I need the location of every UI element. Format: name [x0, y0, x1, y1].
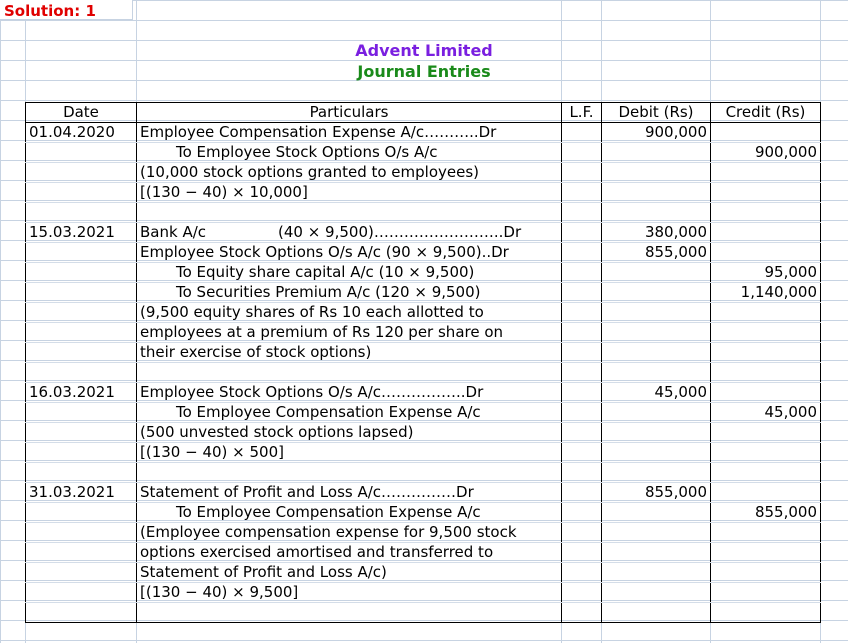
lf-cell[interactable] [562, 363, 602, 383]
particulars-cell[interactable] [137, 443, 562, 463]
date-cell[interactable] [26, 543, 137, 563]
table-row [26, 143, 821, 163]
credit-cell[interactable] [711, 603, 821, 623]
lf-cell[interactable] [562, 483, 602, 503]
particulars-cell[interactable] [137, 343, 562, 363]
debit-cell[interactable]: 855,000 [602, 243, 711, 263]
particulars-text: options exercised amortised and transferred to [140, 543, 494, 561]
credit-cell[interactable]: 900,000 [711, 143, 821, 163]
particulars-text: employees at a premium of Rs 120 per share on [140, 323, 504, 341]
date-cell[interactable]: 31.03.2021 [26, 483, 137, 503]
table-row [26, 423, 821, 443]
credit-cell[interactable] [711, 323, 821, 343]
credit-cell[interactable] [711, 543, 821, 563]
particulars-text: their exercise of stock options) [140, 343, 372, 361]
particulars-text: Employee Stock Options O/s A/c……………..Dr [140, 383, 484, 401]
particulars-calc: (40 × 9,500)……………………..Dr [278, 223, 522, 241]
debit-cell[interactable] [602, 323, 711, 343]
date-cell[interactable] [26, 203, 137, 223]
header-debit[interactable]: Debit (Rs) [602, 103, 711, 123]
header-particulars[interactable]: Particulars [137, 103, 562, 123]
lf-cell[interactable] [562, 283, 602, 303]
credit-cell[interactable] [711, 223, 821, 243]
particulars-text: [(130 − 40) × 500] [140, 443, 284, 461]
particulars-text: Bank A/c [140, 223, 207, 241]
date-cell[interactable] [26, 463, 137, 483]
particulars-cell[interactable] [137, 423, 562, 443]
table-row [26, 183, 821, 203]
debit-cell[interactable] [602, 523, 711, 543]
debit-cell[interactable] [602, 403, 711, 423]
date-cell[interactable] [26, 403, 137, 423]
debit-cell[interactable]: 45,000 [602, 383, 711, 403]
particulars-text: [(130 − 40) × 10,000] [140, 183, 308, 201]
particulars-cell[interactable] [137, 483, 562, 503]
lf-cell[interactable] [562, 583, 602, 603]
debit-cell[interactable] [602, 603, 711, 623]
credit-cell[interactable]: 95,000 [711, 263, 821, 283]
debit-cell[interactable]: 380,000 [602, 223, 711, 243]
lf-cell[interactable] [562, 163, 602, 183]
credit-cell[interactable] [711, 463, 821, 483]
credit-cell[interactable] [711, 383, 821, 403]
table-row [26, 363, 821, 383]
lf-cell[interactable] [562, 463, 602, 483]
particulars-text: (500 unvested stock options lapsed) [140, 423, 414, 441]
credit-cell[interactable] [711, 123, 821, 143]
date-cell[interactable] [26, 503, 137, 523]
debit-cell[interactable] [602, 363, 711, 383]
table-row [26, 223, 821, 243]
date-cell[interactable] [26, 563, 137, 583]
table-row [26, 543, 821, 563]
credit-cell[interactable] [711, 423, 821, 443]
particulars-cell[interactable] [137, 603, 562, 623]
lf-cell[interactable] [562, 263, 602, 283]
table-row [26, 443, 821, 463]
table-row [26, 523, 821, 543]
lf-cell[interactable] [562, 603, 602, 623]
lf-cell[interactable] [562, 343, 602, 363]
table-row [26, 263, 821, 283]
date-cell[interactable]: 16.03.2021 [26, 383, 137, 403]
table-row [26, 343, 821, 363]
debit-cell[interactable] [602, 163, 711, 183]
particulars-cell[interactable] [137, 563, 562, 583]
particulars-text: [(130 − 40) × 9,500] [140, 583, 299, 601]
credit-cell[interactable] [711, 183, 821, 203]
particulars-cell[interactable] [137, 503, 562, 523]
credit-cell[interactable]: 855,000 [711, 503, 821, 523]
date-cell[interactable]: 01.04.2020 [26, 123, 137, 143]
particulars-text: To Employee Stock Options O/s A/c [176, 143, 438, 161]
credit-cell[interactable] [711, 363, 821, 383]
table-row [26, 583, 821, 603]
lf-cell[interactable] [562, 423, 602, 443]
particulars-cell[interactable] [137, 263, 562, 283]
particulars-text: To Employee Compensation Expense A/c [176, 503, 481, 521]
table-row [26, 323, 821, 343]
date-cell[interactable] [26, 283, 137, 303]
particulars-cell[interactable] [137, 303, 562, 323]
date-cell[interactable] [26, 143, 137, 163]
credit-cell[interactable] [711, 203, 821, 223]
header-date[interactable]: Date [26, 103, 137, 123]
journal-table [25, 102, 821, 623]
table-row [26, 243, 821, 263]
debit-cell[interactable] [602, 543, 711, 563]
date-cell[interactable] [26, 363, 137, 383]
table-row [26, 383, 821, 403]
date-cell[interactable] [26, 603, 137, 623]
debit-cell[interactable] [602, 503, 711, 523]
solution-label[interactable]: Solution: 1 [0, 0, 133, 20]
debit-cell[interactable] [602, 583, 711, 603]
lf-cell[interactable] [562, 223, 602, 243]
particulars-cell[interactable] [137, 523, 562, 543]
debit-cell[interactable] [602, 463, 711, 483]
particulars-cell[interactable] [137, 243, 562, 263]
debit-cell[interactable] [602, 423, 711, 443]
header-credit[interactable]: Credit (Rs) [711, 103, 821, 123]
particulars-text: Statement of Profit and Loss A/c) [140, 563, 387, 581]
particulars-text: To Equity share capital A/c (10 × 9,500) [176, 263, 475, 281]
lf-cell[interactable] [562, 183, 602, 203]
date-cell[interactable] [26, 343, 137, 363]
particulars-text: Employee Stock Options O/s A/c (90 × 9,500)..Dr [140, 243, 509, 261]
debit-cell[interactable] [602, 143, 711, 163]
table-row [26, 123, 821, 143]
credit-cell[interactable] [711, 243, 821, 263]
particulars-cell[interactable] [137, 543, 562, 563]
debit-cell[interactable] [602, 263, 711, 283]
particulars-cell[interactable] [137, 223, 562, 243]
date-cell[interactable] [26, 423, 137, 443]
particulars-cell[interactable] [137, 463, 562, 483]
table-row [26, 483, 821, 503]
date-cell[interactable] [26, 303, 137, 323]
particulars-text: Statement of Profit and Loss A/c……………Dr [140, 483, 474, 501]
debit-cell[interactable] [602, 563, 711, 583]
table-row [26, 463, 821, 483]
particulars-cell[interactable] [137, 203, 562, 223]
lf-cell[interactable] [562, 323, 602, 343]
table-row [26, 303, 821, 323]
particulars-cell[interactable] [137, 163, 562, 183]
lf-cell[interactable] [562, 403, 602, 423]
credit-cell[interactable] [711, 583, 821, 603]
table-row [26, 283, 821, 303]
date-cell[interactable] [26, 163, 137, 183]
lf-cell[interactable] [562, 123, 602, 143]
lf-cell[interactable] [562, 143, 602, 163]
journal-title: Journal Entries [357, 62, 491, 81]
credit-cell[interactable] [711, 563, 821, 583]
debit-cell[interactable] [602, 343, 711, 363]
particulars-text: To Employee Compensation Expense A/c [176, 403, 481, 421]
particulars-cell[interactable] [137, 323, 562, 343]
particulars-cell[interactable] [137, 403, 562, 423]
debit-cell[interactable] [602, 203, 711, 223]
lf-cell[interactable] [562, 563, 602, 583]
date-cell[interactable] [26, 243, 137, 263]
credit-cell[interactable] [711, 303, 821, 323]
table-row [26, 603, 821, 623]
table-row [26, 163, 821, 183]
table-row [26, 203, 821, 223]
credit-cell[interactable]: 1,140,000 [711, 283, 821, 303]
credit-cell[interactable] [711, 163, 821, 183]
date-cell[interactable] [26, 443, 137, 463]
particulars-text: (9,500 equity shares of Rs 10 each allotted to [140, 303, 484, 321]
lf-cell[interactable] [562, 203, 602, 223]
particulars-cell[interactable] [137, 283, 562, 303]
debit-cell[interactable] [602, 283, 711, 303]
lf-cell[interactable] [562, 383, 602, 403]
credit-cell[interactable] [711, 483, 821, 503]
debit-cell[interactable] [602, 443, 711, 463]
date-cell[interactable] [26, 183, 137, 203]
lf-cell[interactable] [562, 243, 602, 263]
debit-cell[interactable] [602, 183, 711, 203]
lf-cell[interactable] [562, 443, 602, 463]
particulars-cell[interactable] [137, 383, 562, 403]
table-row [26, 503, 821, 523]
credit-cell[interactable] [711, 523, 821, 543]
date-cell[interactable] [26, 523, 137, 543]
lf-cell[interactable] [562, 303, 602, 323]
date-cell[interactable] [26, 323, 137, 343]
table-row [26, 403, 821, 423]
debit-cell[interactable]: 855,000 [602, 483, 711, 503]
particulars-cell[interactable] [137, 143, 562, 163]
header-row [26, 103, 821, 123]
particulars-text: Employee Compensation Expense A/c………..Dr [140, 123, 497, 141]
particulars-cell[interactable] [137, 123, 562, 143]
particulars-text: (Employee compensation expense for 9,500 stock [140, 523, 517, 541]
date-cell[interactable] [26, 583, 137, 603]
particulars-text: To Securities Premium A/c (120 × 9,500) [176, 283, 481, 301]
lf-cell[interactable] [562, 503, 602, 523]
credit-cell[interactable] [711, 443, 821, 463]
company-name: Advent Limited [355, 41, 493, 60]
credit-cell[interactable]: 45,000 [711, 403, 821, 423]
particulars-cell[interactable] [137, 363, 562, 383]
lf-cell[interactable] [562, 543, 602, 563]
debit-cell[interactable]: 900,000 [602, 123, 711, 143]
credit-cell[interactable] [711, 343, 821, 363]
debit-cell[interactable] [602, 303, 711, 323]
lf-cell[interactable] [562, 523, 602, 543]
date-cell[interactable]: 15.03.2021 [26, 223, 137, 243]
date-cell[interactable] [26, 263, 137, 283]
particulars-cell[interactable] [137, 583, 562, 603]
table-row [26, 563, 821, 583]
particulars-text: (10,000 stock options granted to employees) [140, 163, 480, 181]
particulars-cell[interactable] [137, 183, 562, 203]
header-lf[interactable]: L.F. [562, 103, 602, 123]
